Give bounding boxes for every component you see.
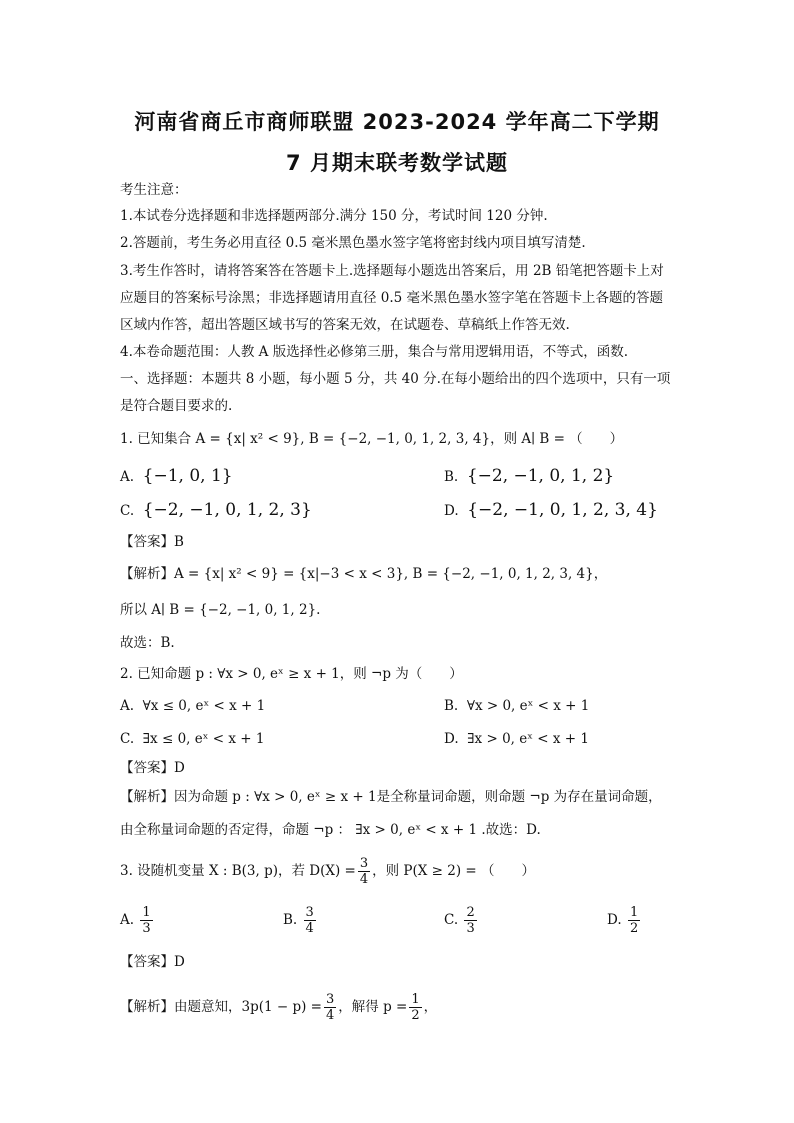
option-label: A. xyxy=(120,698,135,714)
analysis-text: 由题意知，3p(1 − p) = xyxy=(174,999,322,1015)
question-1-stem xyxy=(120,429,623,449)
analysis-text-mid: ，解得 p = xyxy=(338,999,408,1015)
question-3-option-d xyxy=(607,905,642,936)
question-3-option-b xyxy=(283,905,318,936)
notice-item-3-line3: 区域内作答，超出答题区域书写的答案无效，在试题卷、草稿纸上作答无效. xyxy=(120,317,570,333)
question-3-option-c xyxy=(444,905,479,936)
section-1-instructions-line1: 一、选择题：本题共 8 小题，每小题 5 分，共 40 分.在每小题给出的四个选项中，只有一项 xyxy=(120,371,671,387)
option-fraction xyxy=(140,905,152,936)
section-1-instructions-line2: 是符合题目要求的. xyxy=(120,398,233,414)
option-value: ∀x > 0, eˣ < x + 1 xyxy=(466,698,590,714)
question-1-option-d xyxy=(444,500,658,521)
fraction-numerator: 1 xyxy=(411,992,420,1007)
question-2-stem: 2. 已知命题 p : ∀x > 0, eˣ ≥ x + 1，则 ¬p 为（ ） xyxy=(120,666,463,682)
question-3-stem-prefix: 3. 设随机变量 X : B(3, p)，若 D(X) = xyxy=(120,863,356,879)
option-label: D. xyxy=(444,503,459,519)
analysis-label: 【解析】 xyxy=(120,566,174,582)
option-fraction xyxy=(628,905,640,936)
option-label: B. xyxy=(283,912,298,928)
question-1-answer: 【答案】B xyxy=(120,534,184,550)
fraction-numerator: 3 xyxy=(305,905,314,920)
option-value: ∀x ≤ 0, eˣ < x + 1 xyxy=(142,698,266,714)
question-3-answer: 【答案】D xyxy=(120,954,185,970)
question-2-answer: 【答案】D xyxy=(120,760,185,776)
option-fraction xyxy=(304,905,316,936)
question-2-option-b xyxy=(444,696,589,716)
option-value: {−2, −1, 0, 1, 2} xyxy=(466,466,615,486)
option-label: C. xyxy=(120,731,135,747)
question-3-option-a xyxy=(120,905,155,936)
analysis-fraction-1 xyxy=(324,992,336,1023)
fraction-denominator: 2 xyxy=(411,1008,420,1023)
notice-item-3-line1: 3.考生作答时，请将答案答在答题卡上.选择题每小题选出答案后，用 2B 铅笔把答题卡上对 xyxy=(120,263,664,279)
analysis-label: 【解析】 xyxy=(120,789,174,805)
question-1-analysis-2: 所以 A∣ B = {−2, −1, 0, 1, 2}. xyxy=(120,602,321,618)
option-value: {−2, −1, 0, 1, 2, 3, 4} xyxy=(467,500,658,520)
question-2-option-d xyxy=(444,729,589,749)
question-1-stem-prefix: 1. 已知集合 xyxy=(120,431,196,447)
analysis-label: 【解析】 xyxy=(120,999,174,1015)
question-1-analysis xyxy=(120,564,607,584)
question-1-option-c xyxy=(120,500,312,521)
option-label: B. xyxy=(444,469,459,485)
question-1-set-a: A = {x| x² < 9} xyxy=(195,431,301,447)
option-value: ∃x > 0, eˣ < x + 1 xyxy=(467,731,589,747)
question-3-analysis xyxy=(120,992,437,1023)
option-label: A. xyxy=(120,469,135,485)
analysis-text-suffix: ， xyxy=(423,999,438,1015)
fraction-denominator: 3 xyxy=(142,921,151,936)
question-3-stem-fraction xyxy=(358,856,370,887)
analysis-fraction-2 xyxy=(409,992,421,1023)
option-value: ∃x ≤ 0, eˣ < x + 1 xyxy=(142,731,265,747)
notice-item-3-line2: 应题目的答案标号涂黑；非选择题请用直径 0.5 毫米黑色墨水签字笔在答题卡上各题的答题 xyxy=(120,290,664,306)
fraction-numerator: 2 xyxy=(466,905,475,920)
exam-title-line2: 7 月期末联考数学试题 xyxy=(286,151,508,175)
notice-item-2: 2.答题前，考生务必用直径 0.5 毫米黑色墨水签字笔将密封线内项目填写清楚. xyxy=(120,235,586,251)
question-2-analysis xyxy=(120,787,662,807)
option-label: D. xyxy=(607,912,622,928)
question-1-stem-suffix: ，则 A∣ B = （ ） xyxy=(490,431,624,447)
question-1-conclusion: 故选：B. xyxy=(120,635,175,651)
fraction-numerator: 1 xyxy=(142,905,151,920)
option-label: A. xyxy=(120,912,135,928)
option-label: C. xyxy=(120,503,135,519)
fraction-numerator: 1 xyxy=(629,905,639,920)
option-label: D. xyxy=(444,731,459,747)
fraction-numerator: 3 xyxy=(359,856,369,871)
notice-item-4: 4.本卷命题范围：人教 A 版选择性必修第三册，集合与常用逻辑用语，不等式，函数. xyxy=(120,344,629,360)
fraction-denominator: 2 xyxy=(629,921,639,936)
question-2-option-a xyxy=(120,696,265,716)
fraction-denominator: 4 xyxy=(359,872,369,887)
option-fraction xyxy=(464,905,476,936)
option-value: {−2, −1, 0, 1, 2, 3} xyxy=(142,500,312,520)
question-1-option-b xyxy=(444,466,614,487)
notice-heading: 考生注意： xyxy=(120,182,188,198)
notice-item-1: 1.本试卷分选择题和非选择题两部分.满分 150 分，考试时间 120 分钟. xyxy=(120,208,548,224)
fraction-denominator: 3 xyxy=(466,921,475,936)
question-3-stem xyxy=(120,856,535,887)
option-label: B. xyxy=(444,698,459,714)
fraction-denominator: 4 xyxy=(305,921,314,936)
question-2-analysis-2: 由全称量词命题的否定得，命题 ¬p ： ∃x > 0, eˣ < x + 1 .故选：D. xyxy=(120,822,541,838)
analysis-text: A = {x| x² < 9} = {x|−3 < x < 3}, B = {−2, −1, 0, 1, 2, 3, 4}， xyxy=(174,566,608,582)
analysis-text: 因为命题 p : ∀x > 0, eˣ ≥ x + 1是全称量词命题，则命题 ¬p 为存在量词命题， xyxy=(174,789,662,805)
option-label: C. xyxy=(444,912,459,928)
fraction-numerator: 3 xyxy=(326,992,335,1007)
fraction-denominator: 4 xyxy=(326,1008,335,1023)
exam-title-line1: 河南省商丘市商师联盟 2023-2024 学年高二下学期 xyxy=(134,110,660,134)
question-3-stem-suffix: ，则 P(X ≥ 2) = （ ） xyxy=(372,863,536,879)
option-value: {−1, 0, 1} xyxy=(142,466,233,486)
question-1-option-a xyxy=(120,466,233,487)
question-2-option-c xyxy=(120,729,264,749)
question-1-set-b: , B = {−2, −1, 0, 1, 2, 3, 4} xyxy=(300,431,491,447)
